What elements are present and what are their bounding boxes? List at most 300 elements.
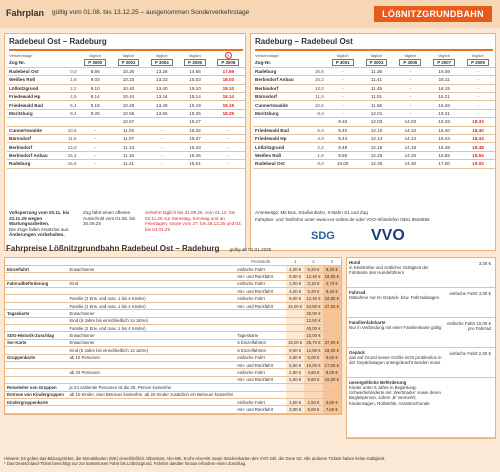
fare-price: 12,50 € [306,318,321,324]
fare-price [304,391,322,398]
time-cell: - [212,126,245,134]
timetable-outbound-title: Radebeul Ost – Radeburg [9,37,107,46]
timetable-outbound [4,33,246,251]
station-name: Lößnitzgrund [7,84,62,92]
day-cell: täglich [89,53,101,58]
day-cell: täglich [404,53,417,58]
time-cell: 13.44 [145,93,178,101]
time-cell: 11.16 [112,151,145,159]
timetable-row [253,76,495,84]
time-cell: 10.00 [326,160,360,168]
time-cell: 18.19 [212,101,245,109]
extras-row [347,258,495,288]
extras-price: einfache Fahrt 2,00 € [449,351,491,356]
fare-price: 37,90 € [324,340,339,346]
extras-text: in Kleinkörbe und zeitlicher Gültigkeit der Fahrkarte des Hundeführers [349,265,429,276]
station-name [7,118,62,126]
fare-price: 12,40 € [306,296,321,302]
time-cell: 15.43 [178,143,211,151]
fare-kind: Tageskarte [235,332,286,339]
time-cell: 15.51 [178,160,211,168]
station-km: 2,2 [62,84,79,92]
extras-row [347,318,495,348]
station-name: Berbisdorf Anbau [7,151,62,159]
fare-type: Familie (2 Erw. und max. 1 bis 4 Kinder) [68,295,236,302]
time-cell: - [326,101,360,109]
time-cell: 13.55 [145,109,178,117]
fare-type [68,376,236,383]
time-cell: 8.56 [79,67,112,75]
time-cell: - [145,143,178,151]
time-cell: 11.45 [360,84,394,92]
info-note: Fahrplan- und Tarifinfos unter www.vvo-online.de oder VVO-Infotelefon 0351 8526555 [255,217,430,222]
fare-row [5,302,341,309]
time-cell: 16.31 [427,109,461,117]
station-name: Moritzburg [7,109,62,117]
time-cell [79,118,112,126]
fare-group: SDG-Historik-Zuschlag [5,332,68,339]
fare-price: 12,40 € [306,273,321,279]
footnote: Hinweis: Es gelten das Bildungsticket, die Monatskarten (MK) einschließlich AbbroKart, Abo-MK, 9-Uhr-Abo-MK sowie Wochenkarten des VVO inkl. der Zone SZ. Alle anderen Tickets haben keine Gültigkeit. [4,456,386,461]
fare-price: 4,70 € [323,280,341,287]
timetable-row [7,143,245,151]
time-cell: 13.26 [145,67,178,75]
station-name: Moritzburg [253,109,309,117]
fare-price: 8,50 € [323,354,341,361]
station-km: 5,4 [62,101,79,109]
timetable-row [253,93,495,101]
station-name: Radeburg [253,67,309,75]
time-cell: 9.55 [326,151,360,159]
time-cell: 15.03 [178,76,211,84]
fare-type: Erwachsener [68,332,236,339]
info-icon: ✕ [226,53,231,58]
time-cell: 15.25 [178,109,211,117]
fare-price: 40,00 € [306,325,321,331]
day-cell: täglich [438,53,450,58]
station-name: Cunnertswalde [253,101,309,109]
time-cell: - [145,126,178,134]
fare-price: 5,00 € [304,406,322,413]
time-cell: - [326,76,360,84]
timetable-row [253,67,495,75]
fare-price: 9,60 € [304,376,322,383]
train-number: P 3008 [217,59,239,66]
time-cell: 10.49 [112,101,145,109]
station-name: Lößnitzgrund [253,143,309,151]
station-name: Berbisdorf Anbau [253,76,309,84]
train-number: P 3004 [151,59,173,66]
station-name: Weißes Roß [253,151,309,159]
time-cell: 18.33 [461,118,495,126]
timetable-row [7,151,245,159]
time-cell: - [79,126,112,134]
time-cell: - [461,67,495,75]
timetable-return-title: Radeburg – Radebeul Ost [255,37,353,46]
station-km: 4,9 [62,93,79,101]
time-cell: 16.06 [427,67,461,75]
time-cell: 16.44 [427,135,461,143]
fare-row [5,376,341,383]
timetable-outbound-table [7,52,245,169]
extras-label: Hund [349,260,361,265]
time-cell: 14.25 [393,151,427,159]
extras-row [347,378,495,438]
page-title: Fahrplan [6,8,45,18]
fare-price: 1,50 € [286,398,304,405]
time-cell: - [79,160,112,168]
vvo-logo [371,227,405,245]
fare-kind: einfache Fahrt [235,369,286,376]
fare-price: 6,60 € [286,361,304,368]
validity-subtitle: gültig vom 01.08. bis 13.12.25 – ausgenommen Sonderverkehrstage [52,9,250,16]
head-label: Verkehrstage [255,53,279,58]
fare-group [5,406,68,413]
fare-price: 9,40 € [323,265,341,272]
train-number: P 3002 [118,59,140,66]
timetable-row [7,101,245,109]
header-bar [0,0,500,28]
fare-kind: Hin- und Rückfahrt [235,273,286,280]
fare-group [5,369,68,376]
time-cell: 16.55 [427,151,461,159]
fare-row [5,391,341,398]
fare-price: 6,20 € [304,288,322,295]
time-cell: 19.00 [461,160,495,168]
fare-group: Einzelfahrt [5,265,68,272]
day-cell: täglich [370,53,383,58]
fare-price: 4,80 € [304,369,322,376]
fare-type [68,406,236,413]
train-number: P 3006 [184,59,206,66]
timetable-row [253,118,495,126]
time-cell: 11.36 [360,67,394,75]
fare-type: Familie (2 Erw. und max. 1 bis 4 Kinder) [68,325,236,332]
fare-price: 5,00 € [304,354,322,361]
time-cell: 14.10 [393,126,427,134]
time-cell: - [212,143,245,151]
fare-row [5,288,341,295]
time-cell: 12.14 [360,135,394,143]
timetable-row [253,135,495,143]
time-cell: 9.10 [79,84,112,92]
day-cell: täglich [122,53,135,58]
fare-price: 12,90 € [306,347,321,353]
change-text: Änderungen vorbehalten. [9,232,65,237]
timetable-row [7,76,245,84]
fare-group [5,295,68,302]
fares-title [6,244,271,253]
station-name: Friedewald Bad [7,101,62,109]
fare-price: 10,00 € [306,333,321,339]
time-cell: 15.10 [178,84,211,92]
time-cell: 12.30 [360,160,394,168]
time-cell: - [393,109,427,117]
fare-kind: Hin- und Rückfahrt [235,406,286,413]
fare-row [5,347,341,354]
time-cell [212,118,245,126]
fare-type: Kind [68,280,236,287]
train-number: P 3007 [433,59,455,66]
time-cell: 10.40 [112,84,145,92]
title-rule [9,49,243,51]
time-cell: 14.14 [393,135,427,143]
fare-row [5,310,341,317]
time-cell: 16.15 [427,84,461,92]
station-km: 1,6 [62,76,79,84]
sdg-logo [311,230,335,242]
fare-kind: einfache Fahrt [235,295,286,302]
time-cell: 16.11 [427,76,461,84]
time-cell: - [393,67,427,75]
fare-group: Entreue von Kindergruppen [5,391,68,398]
time-cell: 18.03 [212,76,245,84]
station-name: Friedewald Hp [7,93,62,101]
zone-header: 3 [323,258,341,265]
cancel-text: Die Züge fallen ersatzlos aus. [9,226,70,232]
time-cell: - [393,76,427,84]
time-cell: 16.26 [427,101,461,109]
time-cell: 16.48 [427,143,461,151]
time-cell: 18.55 [461,151,495,159]
time-cell: - [326,84,360,92]
fare-row [5,406,341,413]
fare-price: 10,00 € [306,362,321,368]
fare-price: 25,70 € [306,340,321,346]
day-cell: täglich [155,53,168,58]
fare-price: 6,20 € [304,265,322,272]
train-number: P 3000 [84,59,106,66]
station-km: 16,6 [309,67,326,75]
station-name [253,118,309,126]
fare-price: 16,00 € [324,377,339,383]
time-cell: - [79,151,112,159]
timetable-row [7,118,245,126]
extras-label: Familienfahrkarte [349,320,386,325]
station-name: Friedewald Bad [253,126,309,134]
day-cell: täglich [189,53,201,58]
fare-row [5,354,341,361]
time-cell: 11.56 [360,101,394,109]
fare-kind [235,317,286,324]
time-cell: - [461,76,495,84]
fare-price: 24,80 € [306,303,321,309]
fares-title-text: Fahrpreise Lößnitzgrundbahn Radebeul Ost – Radeburg [6,244,220,253]
fares-table [5,258,341,414]
time-cell: 14.30 [393,160,427,168]
fare-price [323,317,341,324]
time-cell: - [145,160,178,168]
fare-price: 19,00 € [324,347,339,353]
fare-type: Erwachsener [68,339,236,346]
time-cell: - [79,143,112,151]
fare-price [323,332,341,339]
time-cell: 13.33 [145,76,178,84]
fare-kind: Hin- und Rückfahrt [235,361,286,368]
timetable-row [253,126,495,134]
time-cell: 11.07 [112,135,145,143]
time-cell: - [326,67,360,75]
station-name: Friedewald Hp [253,135,309,143]
fare-price: 8,00 € [286,295,304,302]
time-cell: 17.56 [212,67,245,75]
time-cell: 15.37 [178,135,211,143]
time-cell: 12.03 [360,118,394,126]
time-cell: - [145,135,178,143]
station-km: 16,6 [62,160,79,168]
time-cell: 12.10 [360,126,394,134]
title-rule [255,49,493,51]
fare-group [5,347,68,354]
time-cell: - [461,84,495,92]
fare-row [5,332,341,339]
fare-price: 18,00 € [287,340,303,346]
station-km: 8,4 [62,109,79,117]
time-cell: 10.26 [112,67,145,75]
fare-row [5,361,341,368]
time-cell: 18.44 [461,135,495,143]
station-km: 1,6 [309,151,326,159]
time-cell: 16.21 [427,93,461,101]
time-cell: 11.13 [112,143,145,151]
time-cell: 14.56 [178,67,211,75]
day-cell: täglich [472,53,484,58]
extras-panel [346,257,496,439]
station-km: 10,5 [62,126,79,134]
fare-kind: Hin- und Rückfahrt [235,376,286,383]
extras-text: Nur in Verbindung mit einer Familienkarte gültig [349,325,442,330]
fare-group [5,376,68,383]
fare-price: 7,60 € [323,406,341,413]
timetable-row [253,109,495,117]
fare-row [5,273,341,280]
fare-price [286,310,304,317]
fare-kind: einfache Fahrt [235,398,286,405]
station-km: 8,4 [309,109,326,117]
station-name: Bärnsdorf [7,135,62,143]
fare-price: 4,00 € [286,288,304,295]
fare-type: ab 20 Personen [68,369,236,376]
time-cell: - [212,151,245,159]
fare-price: 16,00 € [287,303,303,309]
fares-valid: gültig ab 01.01.2025 [229,247,272,252]
time-cell: 17.00 [427,160,461,168]
station-km: 2,2 [309,143,326,151]
time-cell: 9.40 [326,126,360,134]
time-cell: 11.03 [112,126,145,134]
fare-kind: einfache Fahrt [235,265,286,272]
fare-price: 8,00 € [323,369,341,376]
timetable-return [250,33,496,251]
timetable-row [253,84,495,92]
time-cell: 10.57 [112,118,145,126]
time-cell: 18.40 [461,126,495,134]
time-cell: - [461,109,495,117]
station-km: 11,6 [62,135,79,143]
fare-kind: 5 Einzelfahrten [235,339,286,346]
fare-price [323,310,341,317]
train-number: P 3005 [399,59,421,66]
station-name: Cunnertswalde [7,126,62,134]
operating-note: verkehrt täglich bis 31.09.25, vom 01.10. bis 02.11.25 nur Samstag, Sonntag und an Feiertagen, sowie vom 27. bis 28.12.25 und 03. bis 04.01.26 [145,210,242,232]
station-km: 15,2 [309,76,326,84]
timetable-row [7,126,245,134]
fare-row [5,325,341,332]
fare-price: 8,00 € [286,273,304,280]
time-cell: 15.14 [178,93,211,101]
timetable-row [253,143,495,151]
fare-price: 9,00 € [286,347,304,354]
time-cell: - [393,93,427,101]
fare-type: ab 10 Personen [68,354,236,361]
footnote: * Das Deutschland-Ticket berechtigt nur zur kostenlosen Fahrt bis Lößnitzgrund. Fahrten darüber hinaus erfordern einen Zuschlag. [4,461,247,467]
station-km: 0,0 [309,160,326,168]
fare-price [323,325,341,332]
zone-header: 2 [304,258,322,265]
timetable-row [7,93,245,101]
time-cell: 13.49 [145,101,178,109]
fare-group: Gruppenkarte [5,354,68,361]
fare-price [323,384,341,391]
timetable-row [253,101,495,109]
sdg-text: SDG [311,230,335,242]
footnotes [4,456,496,466]
fare-kind: einfache Fahrt [235,280,286,287]
fare-price: 2,00 € [286,280,304,287]
timetable-return-table [253,52,495,169]
closure-note [9,210,79,238]
time-cell: 9.25 [79,109,112,117]
fare-price: 18,80 € [324,296,339,302]
station-km: 11,6 [309,93,326,101]
extras-label: Fahrrad [349,290,366,295]
station-name: Berbisdorf [7,143,62,151]
extras-price: 3,00 € [478,261,491,266]
fare-type: Erwachsener [68,265,236,272]
time-cell: - [461,93,495,101]
fare-price: 2,80 € [286,369,304,376]
time-cell [145,118,178,126]
extras-text: Mitnahme nur im Gepäck- bzw. Fahrradwagen [349,295,440,300]
fare-price: 37,60 € [324,303,339,309]
fare-type: je 24 zahlende Personen ist die 25. Person kostenfrei [68,384,236,391]
fare-price: 3,10 € [304,280,322,287]
timetable-row [7,135,245,143]
fare-price: 3,00 € [286,406,304,413]
time-cell: 12.25 [360,151,394,159]
extras-label: Gepäck [349,350,365,355]
time-cell: 10.55 [112,109,145,117]
station-km: 0,0 [62,67,79,75]
fare-row [5,398,341,405]
station-km [309,118,326,126]
bus-note: Anreisetipp: Mit Bus, Straßenbahn, S-Bahn S1 und Zug [255,210,368,215]
station-name: Berbisdorf [253,84,309,92]
fare-group: Fahrradbeförderung [5,280,68,287]
fare-row [5,369,341,376]
fare-row [5,295,341,302]
fare-row [5,265,341,272]
time-cell: 18.48 [461,143,495,151]
station-name: Bärnsdorf [253,93,309,101]
time-cell: 18.14 [212,93,245,101]
time-cell: 12.18 [360,143,394,151]
time-cell: - [145,151,178,159]
time-cell: 10.33 [112,76,145,84]
fare-group [5,325,68,332]
closure-text: Vollsperrung vom 03.11. bis 23.11.25 wegen Wartungsarbeiten. [9,210,70,226]
zone-header: 1 [286,258,304,265]
